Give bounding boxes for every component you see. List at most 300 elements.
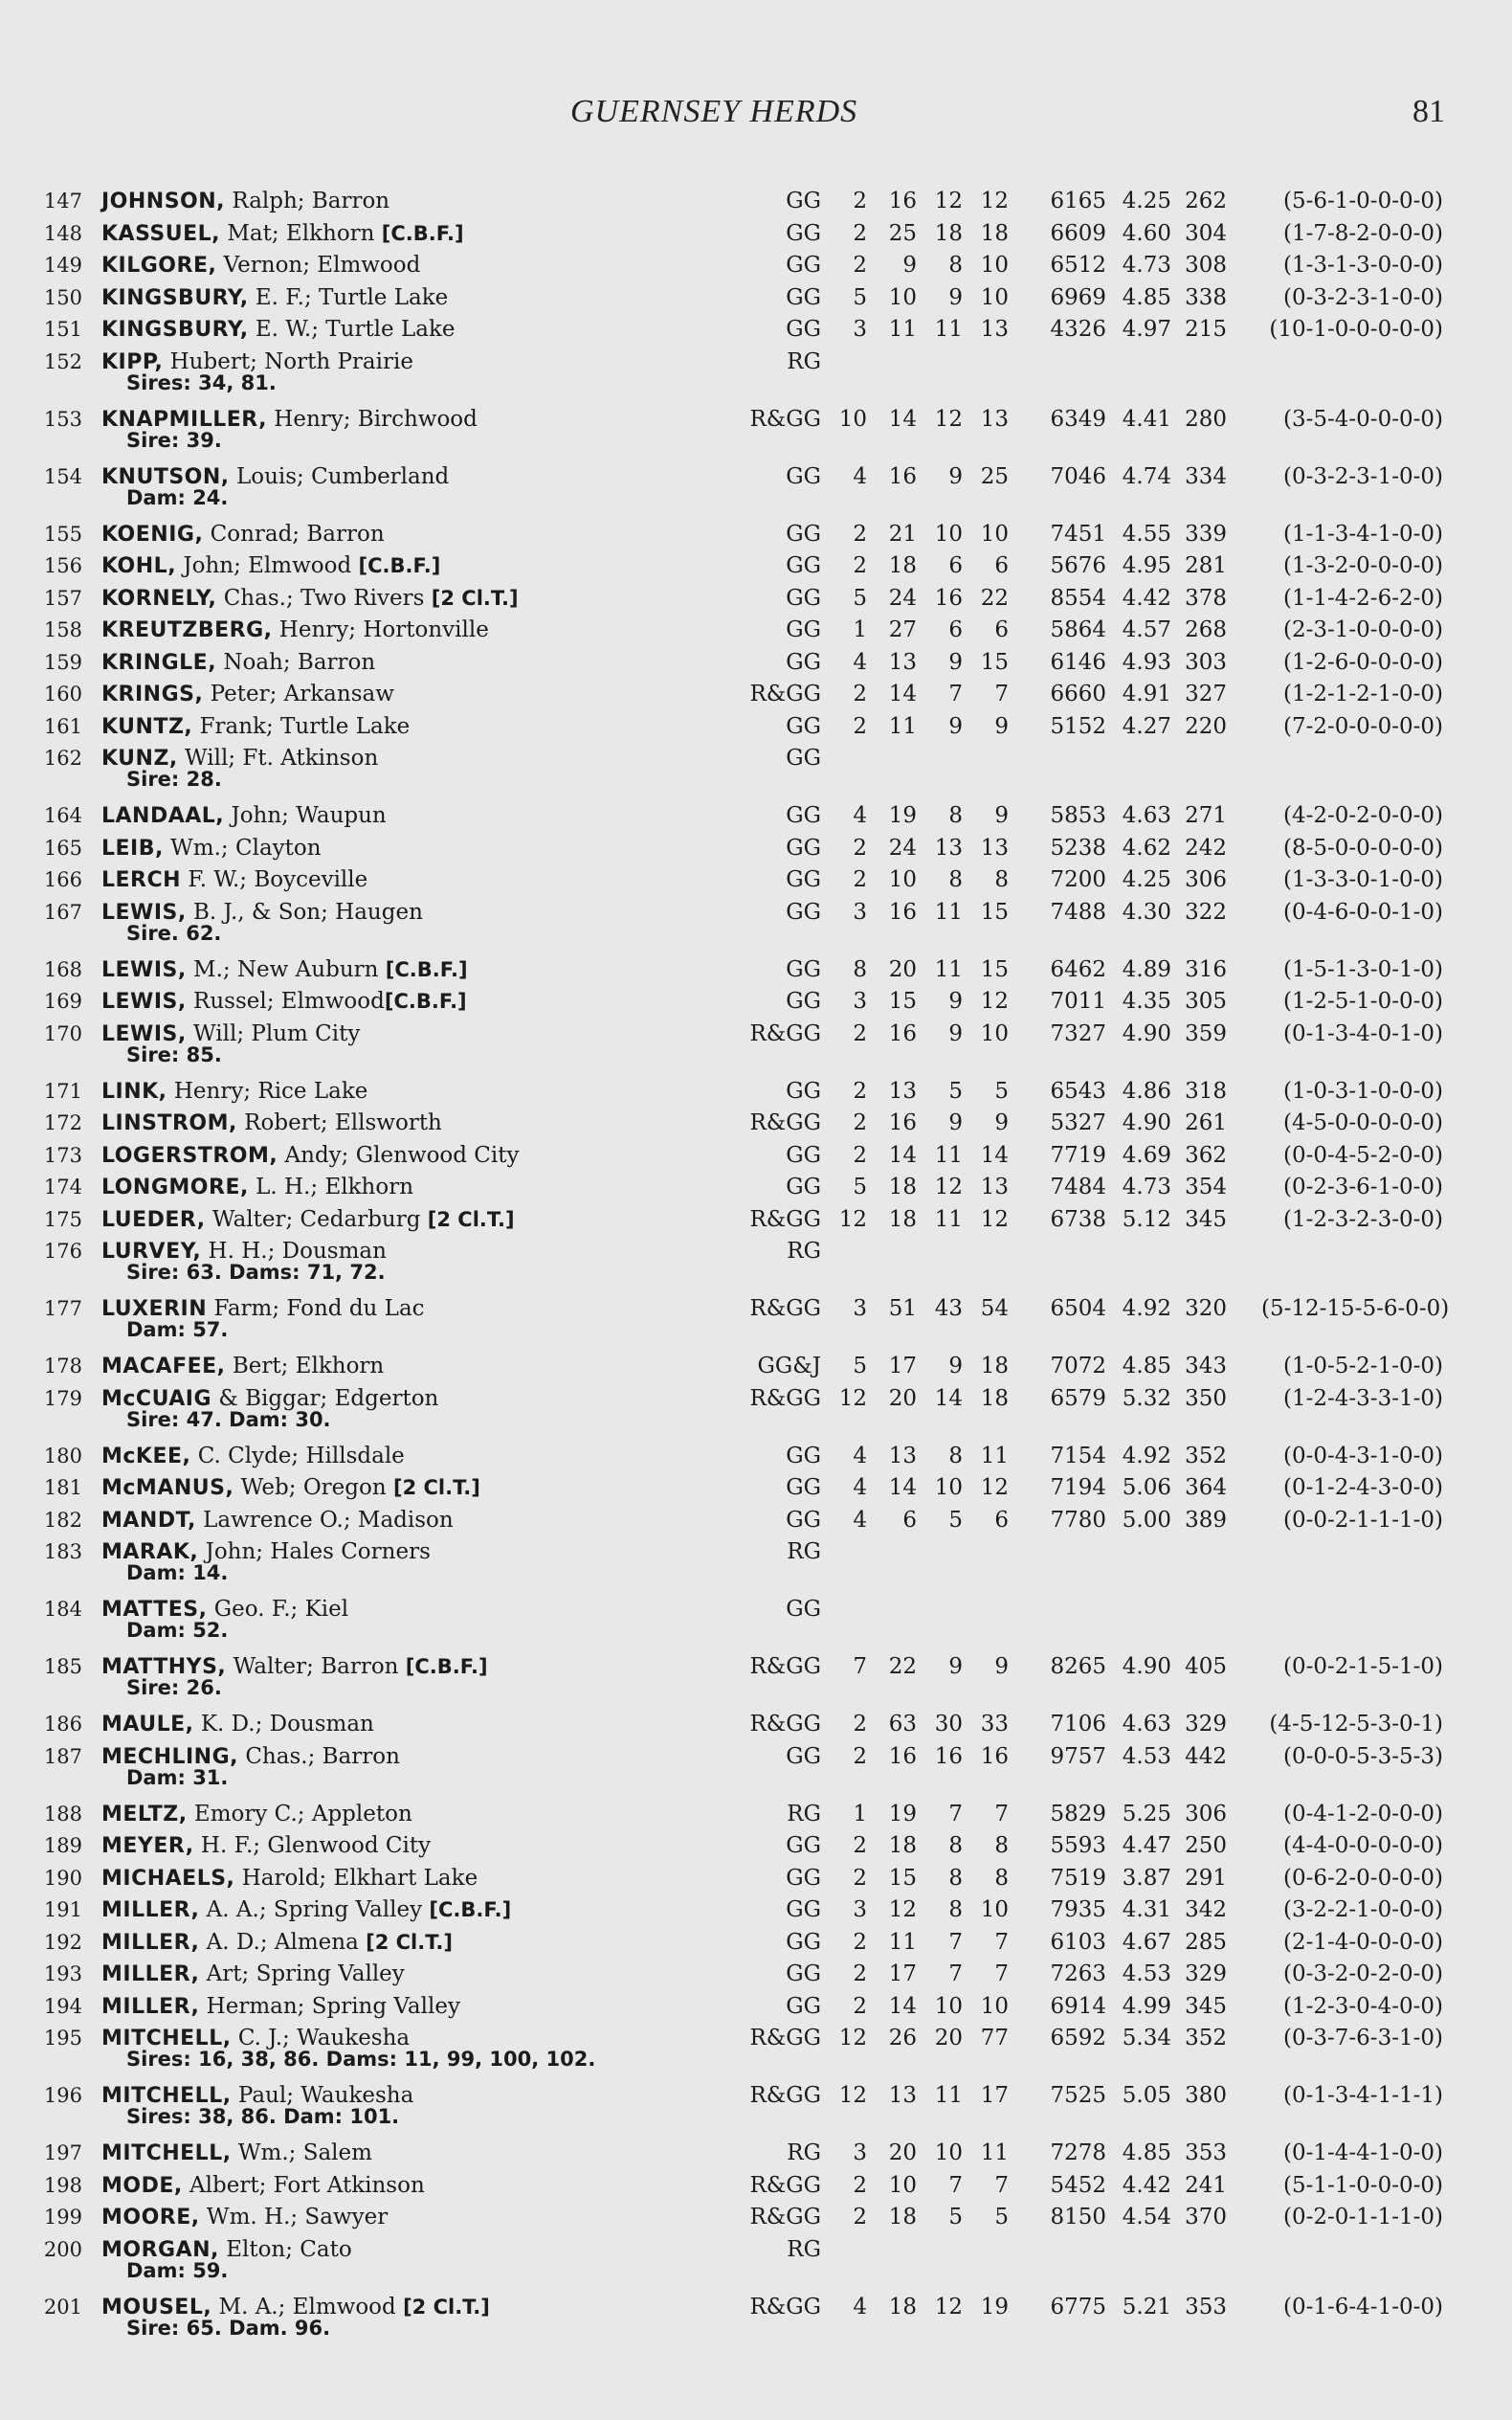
milk-lbs: 7106 xyxy=(1050,1712,1106,1737)
owner-details: Henry; Birchwood xyxy=(266,406,478,432)
count-4: 16 xyxy=(980,1743,1009,1769)
breed-code: RG xyxy=(787,2236,821,2262)
count-1: 3 xyxy=(853,1296,867,1321)
count-4: 9 xyxy=(994,1110,1009,1135)
count-3: 12 xyxy=(934,189,963,213)
fat-test: 4.57 xyxy=(1122,617,1171,642)
fat-lbs: 380 xyxy=(1185,2083,1227,2108)
count-3: 8 xyxy=(948,253,963,278)
owner-surname: KUNZ, xyxy=(101,747,178,771)
count-1: 2 xyxy=(853,253,867,278)
owner-name xyxy=(101,679,394,711)
count-1: 2 xyxy=(853,1929,867,1955)
owner-name xyxy=(101,1991,460,2024)
entry-number: 172 xyxy=(43,1111,82,1134)
table-row xyxy=(0,1505,1512,1537)
count-1: 2 xyxy=(853,521,867,547)
distribution: (1-2-5-1-0-0-0) xyxy=(1282,989,1443,1014)
milk-lbs: 6609 xyxy=(1050,220,1106,246)
breed-code: RG xyxy=(787,1801,821,1826)
owner-details: Chas.; Two Rivers xyxy=(216,585,432,611)
count-1: 4 xyxy=(853,1475,867,1500)
owner-surname: LURVEY, xyxy=(101,1240,202,1264)
milk-lbs: 8554 xyxy=(1050,585,1106,611)
fat-test: 5.34 xyxy=(1122,2026,1171,2050)
entry-number: 177 xyxy=(43,1297,82,1320)
sire-dam-note: Sire: 26. xyxy=(126,1676,222,1699)
table-row xyxy=(0,679,1512,711)
distribution: (1-1-4-2-6-2-0) xyxy=(1282,585,1443,611)
entry-number: 167 xyxy=(43,900,82,924)
herd-note: [2 Cl.T.] xyxy=(427,1207,515,1231)
count-3: 7 xyxy=(948,682,963,706)
sire-dam-note: Sires: 16, 38, 86. Dams: 11, 99, 100, 102. xyxy=(126,2048,596,2071)
owner-details: E. F.; Turtle Lake xyxy=(248,284,449,310)
count-2: 25 xyxy=(888,220,917,246)
distribution: (0-2-0-1-1-1-0) xyxy=(1282,2205,1443,2230)
milk-lbs: 5593 xyxy=(1050,1833,1106,1858)
table-row xyxy=(0,461,1512,489)
distribution: (1-3-1-3-0-0-0) xyxy=(1282,253,1443,278)
count-3: 13 xyxy=(934,835,963,861)
count-1: 2 xyxy=(853,2205,867,2230)
entry-number: 166 xyxy=(43,868,82,891)
count-3: 10 xyxy=(934,521,963,547)
count-3: 8 xyxy=(948,1443,963,1468)
entry-number: 194 xyxy=(43,1994,82,2018)
herd-note: [C.B.F.] xyxy=(405,1655,488,1678)
count-1: 1 xyxy=(853,1801,867,1826)
count-1: 2 xyxy=(853,189,867,213)
count-2: 18 xyxy=(888,2205,917,2230)
table-row xyxy=(0,519,1512,551)
owner-surname: LINSTROM, xyxy=(101,1111,237,1135)
fat-test: 4.92 xyxy=(1122,1443,1171,1468)
owner-surname: MECHLING, xyxy=(101,1744,239,1769)
table-row xyxy=(0,1536,1512,1564)
owner-surname: LOGERSTROM, xyxy=(101,1143,278,1168)
count-2: 14 xyxy=(888,682,917,706)
milk-lbs: 6146 xyxy=(1050,649,1106,675)
entry-number: 165 xyxy=(43,836,82,860)
count-3: 10 xyxy=(934,2140,963,2165)
owner-details: A. A.; Spring Valley xyxy=(199,1897,430,1922)
table-row xyxy=(0,1894,1512,1927)
milk-lbs: 7451 xyxy=(1050,521,1106,547)
herd-note: [C.B.F.] xyxy=(429,1898,512,1921)
count-3: 30 xyxy=(934,1712,963,1737)
owner-details: Vernon; Elmwood xyxy=(216,253,421,278)
owner-surname: KUNTZ, xyxy=(101,714,193,739)
count-4: 5 xyxy=(994,2205,1009,2230)
count-4: 7 xyxy=(994,682,1009,706)
count-4: 7 xyxy=(994,1929,1009,1955)
count-4: 6 xyxy=(994,617,1009,642)
breed-code: GG xyxy=(786,284,821,310)
fat-test: 4.30 xyxy=(1122,899,1171,925)
count-3: 9 xyxy=(948,1354,963,1378)
distribution: (1-5-1-3-0-1-0) xyxy=(1282,956,1443,982)
owner-surname: KASSUEL, xyxy=(101,221,221,246)
distribution: (0-1-3-4-1-1-1) xyxy=(1282,2083,1443,2108)
sire-dam-note: Dam: 31. xyxy=(126,1765,229,1789)
entry-number: 187 xyxy=(43,1744,82,1768)
count-3: 5 xyxy=(948,1507,963,1533)
count-2: 18 xyxy=(888,2294,917,2319)
milk-lbs: 7154 xyxy=(1050,1443,1106,1468)
owner-details: Will; Plum City xyxy=(186,1020,361,1046)
count-4: 9 xyxy=(994,803,1009,828)
count-2: 18 xyxy=(888,1175,917,1199)
entry-number: 176 xyxy=(43,1240,82,1263)
distribution: (4-5-12-5-3-0-1) xyxy=(1269,1712,1443,1737)
count-1: 12 xyxy=(838,1385,867,1411)
owner-surname: MILLER, xyxy=(101,1962,200,1986)
fat-test: 4.99 xyxy=(1122,1993,1171,2019)
herd-note: [2 Cl.T.] xyxy=(431,586,519,610)
count-2: 20 xyxy=(888,956,917,982)
milk-lbs: 7046 xyxy=(1050,463,1106,489)
owner-surname: JOHNSON, xyxy=(101,190,226,213)
entry-number: 179 xyxy=(43,1386,82,1410)
entry-number: 180 xyxy=(43,1444,82,1468)
count-2: 27 xyxy=(888,617,917,642)
owner-surname: LERCH xyxy=(101,868,182,892)
count-1: 4 xyxy=(853,649,867,675)
milk-lbs: 7519 xyxy=(1050,1865,1106,1891)
count-3: 9 xyxy=(948,1110,963,1135)
owner-details: Walter; Barron xyxy=(226,1654,406,1679)
count-4: 5 xyxy=(994,1078,1009,1104)
count-2: 15 xyxy=(888,989,917,1014)
count-1: 12 xyxy=(838,2026,867,2050)
fat-lbs: 291 xyxy=(1185,1865,1227,1891)
fat-lbs: 329 xyxy=(1185,1961,1227,1986)
count-1: 2 xyxy=(853,1833,867,1858)
entry-number: 185 xyxy=(43,1655,82,1678)
distribution: (0-0-2-1-5-1-0) xyxy=(1282,1654,1443,1679)
entry-number: 184 xyxy=(43,1598,82,1621)
owner-name xyxy=(101,615,489,647)
herd-note: [C.B.F.] xyxy=(381,221,464,245)
fat-lbs: 215 xyxy=(1185,317,1227,342)
count-2: 14 xyxy=(888,1142,917,1168)
distribution: (5-6-1-0-0-0-0) xyxy=(1282,189,1443,213)
count-3: 7 xyxy=(948,1801,963,1826)
entry-number: 148 xyxy=(43,221,82,245)
owner-surname: McCUAIG xyxy=(101,1386,212,1411)
count-2: 15 xyxy=(888,1865,917,1891)
owner-name xyxy=(101,711,410,744)
fat-lbs: 318 xyxy=(1185,1078,1227,1104)
table-row xyxy=(0,250,1512,282)
owner-name xyxy=(101,186,389,218)
milk-lbs: 6504 xyxy=(1050,1296,1106,1321)
owner-details: Conrad; Barron xyxy=(203,521,385,547)
breed-code: R&GG xyxy=(749,2172,821,2198)
owner-details: Web; Oregon xyxy=(233,1475,393,1500)
distribution: (0-0-0-5-3-5-3) xyxy=(1282,1743,1443,1769)
count-2: 51 xyxy=(888,1296,917,1321)
owner-details: Ralph; Barron xyxy=(225,189,390,213)
breed-code: R&GG xyxy=(749,1020,821,1046)
table-row xyxy=(0,800,1512,833)
count-1: 2 xyxy=(853,1743,867,1769)
entry-number: 153 xyxy=(43,407,82,431)
count-4: 14 xyxy=(980,1142,1009,1168)
sire-dam-note: Sires: 34, 81. xyxy=(126,370,277,394)
owner-details: M.; New Auburn xyxy=(186,956,386,982)
owner-name xyxy=(101,1709,374,1741)
owner-details: & Biggar; Edgerton xyxy=(211,1385,439,1411)
table-row xyxy=(0,1076,1512,1109)
table-row xyxy=(0,986,1512,1019)
distribution: (8-5-0-0-0-0-0) xyxy=(1282,835,1443,861)
owner-details: Hubert; North Prairie xyxy=(163,348,413,374)
count-1: 2 xyxy=(853,835,867,861)
count-2: 11 xyxy=(888,713,917,739)
owner-details: Elton; Cato xyxy=(218,2236,352,2262)
owner-surname: LEWIS, xyxy=(101,957,187,982)
table-row xyxy=(0,1204,1512,1237)
count-2: 14 xyxy=(888,1993,917,2019)
count-2: 19 xyxy=(888,1801,917,1826)
fat-test: 4.63 xyxy=(1122,803,1171,828)
running-head: GUERNSEY HERDS xyxy=(570,94,858,129)
count-2: 6 xyxy=(902,1507,917,1533)
fat-test: 4.92 xyxy=(1122,1296,1171,1321)
entry-number: 178 xyxy=(43,1355,82,1378)
entry-number: 174 xyxy=(43,1176,82,1199)
table-row xyxy=(0,1351,1512,1383)
fat-lbs: 305 xyxy=(1185,989,1227,1014)
owner-surname: KOHL, xyxy=(101,554,177,578)
sire-dam-note: Dam: 24. xyxy=(126,485,229,509)
count-4: 13 xyxy=(980,406,1009,432)
owner-name xyxy=(101,1799,412,1831)
owner-details: F. W.; Boyceville xyxy=(181,867,368,892)
fat-lbs: 389 xyxy=(1185,1507,1227,1533)
table-row xyxy=(0,1709,1512,1741)
count-1: 2 xyxy=(853,1142,867,1168)
breed-code: R&GG xyxy=(749,2026,821,2050)
count-2: 63 xyxy=(888,1712,917,1737)
count-1: 3 xyxy=(853,1897,867,1922)
breed-code: RG xyxy=(787,348,821,374)
sire-dam-note: Dam: 57. xyxy=(126,1318,229,1341)
distribution: (1-3-3-0-1-0-0) xyxy=(1282,867,1443,892)
fat-lbs: 280 xyxy=(1185,406,1227,432)
owner-name xyxy=(101,218,464,251)
count-1: 2 xyxy=(853,1712,867,1737)
milk-lbs: 7719 xyxy=(1050,1142,1106,1168)
count-1: 2 xyxy=(853,1078,867,1104)
fat-test: 4.35 xyxy=(1122,989,1171,1014)
table-row xyxy=(0,2292,1512,2317)
count-4: 77 xyxy=(980,2026,1009,2050)
breed-code: GG xyxy=(786,253,821,278)
count-4: 18 xyxy=(980,220,1009,246)
fat-test: 4.31 xyxy=(1122,1897,1171,1922)
distribution: (1-2-6-0-0-0-0) xyxy=(1282,649,1443,675)
fat-lbs: 327 xyxy=(1185,682,1227,706)
breed-code: GG xyxy=(786,1507,821,1533)
breed-code: GG xyxy=(786,713,821,739)
count-1: 4 xyxy=(853,803,867,828)
fat-test: 4.54 xyxy=(1122,2205,1171,2230)
count-1: 2 xyxy=(853,1961,867,1986)
fat-lbs: 268 xyxy=(1185,617,1227,642)
entry-number: 154 xyxy=(43,464,82,488)
breed-code: GG xyxy=(786,649,821,675)
owner-details: Louis; Cumberland xyxy=(229,463,450,489)
owner-details: John; Hales Corners xyxy=(198,1539,431,1564)
owner-details: Paul; Waukesha xyxy=(231,2083,414,2108)
fat-test: 4.55 xyxy=(1122,521,1171,547)
count-1: 4 xyxy=(853,463,867,489)
count-1: 8 xyxy=(853,956,867,982)
breed-code: GG xyxy=(786,803,821,828)
count-1: 2 xyxy=(853,1865,867,1891)
distribution: (7-2-0-0-0-0-0) xyxy=(1282,713,1443,739)
entry-number: 197 xyxy=(43,2141,82,2164)
fat-test: 4.62 xyxy=(1122,835,1171,861)
milk-lbs: 6165 xyxy=(1050,189,1106,213)
sire-dam-note: Dam: 59. xyxy=(126,2258,229,2282)
owner-name xyxy=(101,1472,480,1505)
count-1: 4 xyxy=(853,1507,867,1533)
owner-details: Frank; Turtle Lake xyxy=(192,713,411,739)
owner-details: Bert; Elkhorn xyxy=(225,1354,385,1378)
breed-code: GG xyxy=(786,617,821,642)
entry-number: 170 xyxy=(43,1021,82,1045)
breed-code: R&GG xyxy=(749,2083,821,2108)
count-3: 9 xyxy=(948,463,963,489)
fat-test: 5.32 xyxy=(1122,1385,1171,1411)
owner-details: Wm.; Salem xyxy=(231,2140,372,2165)
count-3: 10 xyxy=(934,1475,963,1500)
count-3: 8 xyxy=(948,1897,963,1922)
count-3: 8 xyxy=(948,1865,963,1891)
milk-lbs: 7278 xyxy=(1050,2140,1106,2165)
fat-lbs: 308 xyxy=(1185,253,1227,278)
count-4: 8 xyxy=(994,1833,1009,1858)
distribution: (0-4-6-0-0-1-0) xyxy=(1282,899,1443,925)
distribution: (0-2-3-6-1-0-0) xyxy=(1282,1175,1443,1199)
count-2: 11 xyxy=(888,317,917,342)
owner-details: Lawrence O.; Madison xyxy=(195,1507,454,1533)
entry-number: 149 xyxy=(43,254,82,277)
count-2: 18 xyxy=(888,1833,917,1858)
breed-code: GG xyxy=(786,553,821,578)
fat-lbs: 220 xyxy=(1185,713,1227,739)
milk-lbs: 7194 xyxy=(1050,1475,1106,1500)
breed-code: GG xyxy=(786,899,821,925)
fat-lbs: 242 xyxy=(1185,835,1227,861)
entry-number: 183 xyxy=(43,1540,82,1563)
owner-name xyxy=(101,1172,413,1204)
table-row xyxy=(0,897,1512,925)
count-2: 12 xyxy=(888,1897,917,1922)
owner-surname: KRINGLE, xyxy=(101,650,217,675)
fat-test: 4.69 xyxy=(1122,1142,1171,1168)
distribution: (1-0-5-2-1-0-0) xyxy=(1282,1354,1443,1378)
breed-code: R&GG xyxy=(749,682,821,706)
count-2: 16 xyxy=(888,1743,917,1769)
table-row xyxy=(0,1830,1512,1863)
count-4: 10 xyxy=(980,1020,1009,1046)
breed-code: R&GG xyxy=(749,1110,821,1135)
owner-details: Chas.; Barron xyxy=(238,1743,400,1769)
count-1: 5 xyxy=(853,1354,867,1378)
count-3: 12 xyxy=(934,2294,963,2319)
fat-test: 4.90 xyxy=(1122,1654,1171,1679)
count-4: 25 xyxy=(980,463,1009,489)
milk-lbs: 6462 xyxy=(1050,956,1106,982)
table-row xyxy=(0,314,1512,347)
fat-lbs: 306 xyxy=(1185,867,1227,892)
fat-lbs: 329 xyxy=(1185,1712,1227,1737)
milk-lbs: 5238 xyxy=(1050,835,1106,861)
entry-number: 162 xyxy=(43,747,82,770)
breed-code: GG xyxy=(786,956,821,982)
count-4: 8 xyxy=(994,1865,1009,1891)
count-1: 3 xyxy=(853,317,867,342)
distribution: (0-3-2-0-2-0-0) xyxy=(1282,1961,1443,1986)
milk-lbs: 6579 xyxy=(1050,1385,1106,1411)
count-4: 12 xyxy=(980,1475,1009,1500)
count-4: 10 xyxy=(980,284,1009,310)
table-row xyxy=(0,1108,1512,1140)
count-3: 43 xyxy=(934,1296,963,1321)
count-4: 8 xyxy=(994,867,1009,892)
owner-details: Henry; Rice Lake xyxy=(167,1078,368,1104)
count-3: 11 xyxy=(934,2083,963,2108)
owner-details: E. W.; Turtle Lake xyxy=(248,317,456,342)
breed-code: RG xyxy=(787,1239,821,1264)
milk-lbs: 7011 xyxy=(1050,989,1106,1014)
breed-code: R&GG xyxy=(749,1296,821,1321)
count-2: 10 xyxy=(888,2172,917,2198)
entry-number: 150 xyxy=(43,285,82,309)
table-row xyxy=(0,743,1512,771)
breed-code: RG xyxy=(787,1539,821,1564)
owner-details: Herman; Spring Valley xyxy=(199,1993,460,2019)
table-row xyxy=(0,1594,1512,1622)
count-2: 22 xyxy=(888,1654,917,1679)
owner-name xyxy=(101,2170,425,2203)
distribution: (2-1-4-0-0-0-0) xyxy=(1282,1929,1443,1955)
milk-lbs: 7072 xyxy=(1050,1354,1106,1378)
owner-surname: MATTES, xyxy=(101,1598,208,1622)
count-1: 2 xyxy=(853,220,867,246)
entry-number: 190 xyxy=(43,1866,82,1890)
count-3: 16 xyxy=(934,585,963,611)
distribution: (0-0-2-1-1-1-0) xyxy=(1282,1507,1443,1533)
distribution: (1-1-3-4-1-0-0) xyxy=(1282,521,1443,547)
fat-test: 4.67 xyxy=(1122,1929,1171,1955)
owner-name xyxy=(101,954,468,987)
count-1: 2 xyxy=(853,1110,867,1135)
distribution: (0-4-1-2-0-0-0) xyxy=(1282,1801,1443,1826)
milk-lbs: 6660 xyxy=(1050,682,1106,706)
owner-surname: KORNELY, xyxy=(101,586,217,611)
owner-name xyxy=(101,986,467,1019)
fat-test: 4.27 xyxy=(1122,713,1171,739)
fat-lbs: 362 xyxy=(1185,1142,1227,1168)
sire-dam-note: Sire: 63. Dams: 71, 72. xyxy=(126,1261,386,1284)
owner-details: K. D.; Dousman xyxy=(193,1712,374,1737)
